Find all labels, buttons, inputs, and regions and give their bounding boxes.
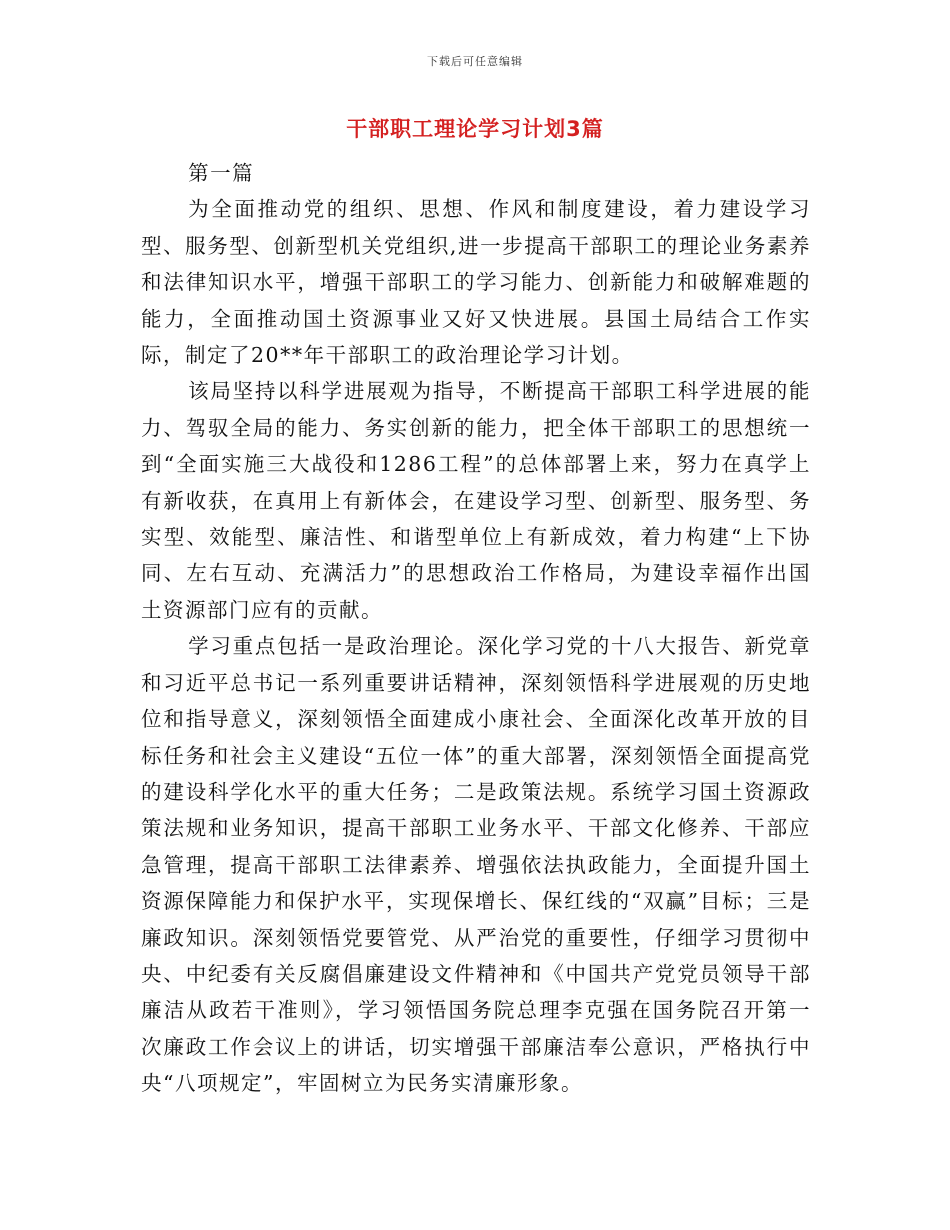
paragraph-1: 为全面推动党的组织、思想、作风和制度建设，着力建设学习型、服务型、创新型机关党组织,进一步提高干部职工的理论业务素养和法律知识水平，增强干部职工的学习能力、创新能力和破解难题的能力，全面推动国土资源事业又好又快进展。县国土局结合工作实际，制定了20**年干部职工的政治理论学习计划。: [141, 197, 811, 368]
document-title: 干部职工理论学习计划3篇: [346, 117, 604, 141]
document-body: [141, 155, 811, 1102]
paragraph-2: 该局坚持以科学进展观为指导，不断提高干部职工科学进展的能力、驾驭全局的能力、务实创新的能力，把全体干部职工的思想统一到“全面实施三大战役和1286工程”的总体部署上来，努力在真学上有新收获，在真用上有新体会，在建设学习型、创新型、服务型、务实型、效能型、廉洁性、和谐型单位上有新成效，着力构建“上下协同、左右互动、充满活力”的思想政治工作格局，为建设幸福作出国土资源部门应有的贡献。: [141, 379, 811, 622]
section-label: 第一篇: [188, 161, 255, 185]
paragraph-3: 学习重点包括一是政治理论。深化学习党的十八大报告、新党章和习近平总书记一系列重要讲话精神，深刻领悟科学进展观的历史地位和指导意义，深刻领悟全面建成小康社会、全面深化改革开放的目标任务和社会主义建设“五位一体”的重大部署，深刻领悟全面提高党的建设科学化水平的重大任务；二是政策法规。系统学习国土资源政策法规和业务知识，提高干部职工业务水平、干部文化修养、干部应急管理，提高干部职工法律素养、增强依法执政能力，全面提升国土资源保障能力和保护水平，实现保增长、保红线的“双赢”目标；三是廉政知识。深刻领悟党要管党、从严治党的重要性，仔细学习贯彻中央、中纪委有关反腐倡廉建设文件精神和《中国共产党党员领导干部廉洁从政若干准则》，学习领悟国务院总理李克强在国务院召开第一次廉政工作会议上的讲话，切实增强干部廉洁奉公意识，严格执行中央“八项规定”，牢固树立为民务实清廉形象。: [141, 634, 811, 1096]
header-note: 下载后可任意编辑: [427, 55, 523, 68]
